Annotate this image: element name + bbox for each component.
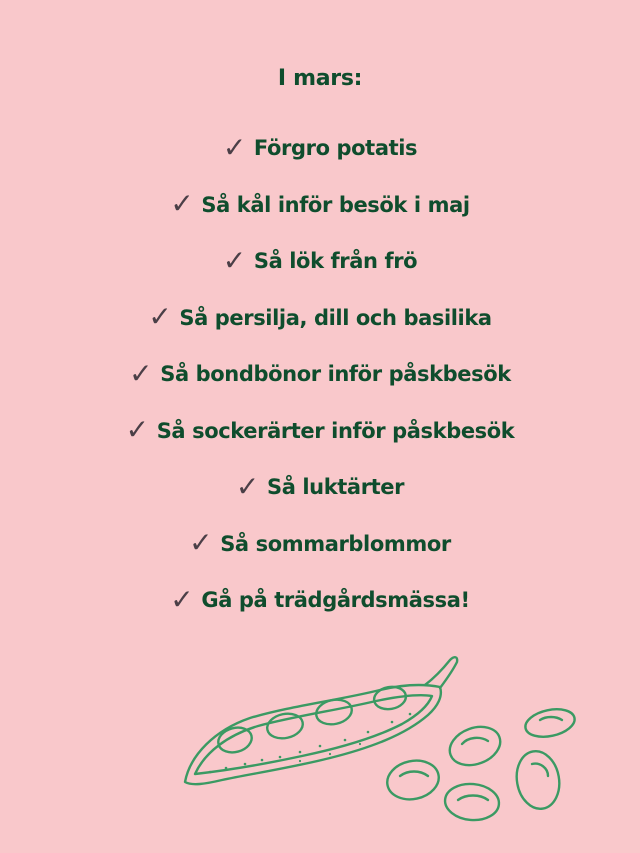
check-icon: ✓ [222,243,246,277]
list-item [0,120,640,177]
loose-bean-mark [462,738,488,744]
list-item [0,346,640,403]
loose-bean-mark [540,717,562,720]
check-icon: ✓ [148,300,172,334]
list-item [0,177,640,234]
pea [265,711,305,742]
loose-bean-mark [532,764,548,776]
list-item [0,290,640,347]
loose-bean [444,720,505,772]
check-icon: ✓ [170,582,194,616]
list-item [0,572,640,629]
check-icon: ✓ [235,469,259,503]
list-item-label: Förgro potatis [253,136,418,161]
bean-pod-and-beans-icon [0,640,640,853]
loose-bean [444,782,501,823]
loose-bean [512,748,563,812]
check-icon: ✓ [125,413,149,447]
check-icon: ✓ [222,130,246,164]
check-icon: ✓ [189,526,213,560]
list-item-label: Så lök från frö [253,249,418,274]
loose-bean [384,756,443,804]
list-item-label: Så bondbönor inför påskbesök [160,362,511,387]
list-item [0,516,640,573]
list-item-label: Gå på trädgårdsmässa! [201,588,470,613]
list-item [0,459,640,516]
check-icon: ✓ [129,356,153,390]
todo-list [0,120,640,629]
list-item-label: Så luktärter [266,475,405,500]
pod-stem [425,657,457,688]
list-item-label: Så sockerärter inför påskbesök [156,418,515,443]
loose-bean-mark [458,796,488,801]
loose-bean-mark [400,772,428,777]
check-icon: ✓ [170,187,194,221]
loose-bean [523,705,577,741]
page-title: I mars: [277,66,363,91]
list-item-label: Så persilja, dill och basilika [179,305,492,330]
list-item [0,403,640,460]
list-item-label: Så kål inför besök i maj [201,192,470,217]
list-item [0,233,640,290]
list-item-label: Så sommarblommor [220,531,451,556]
